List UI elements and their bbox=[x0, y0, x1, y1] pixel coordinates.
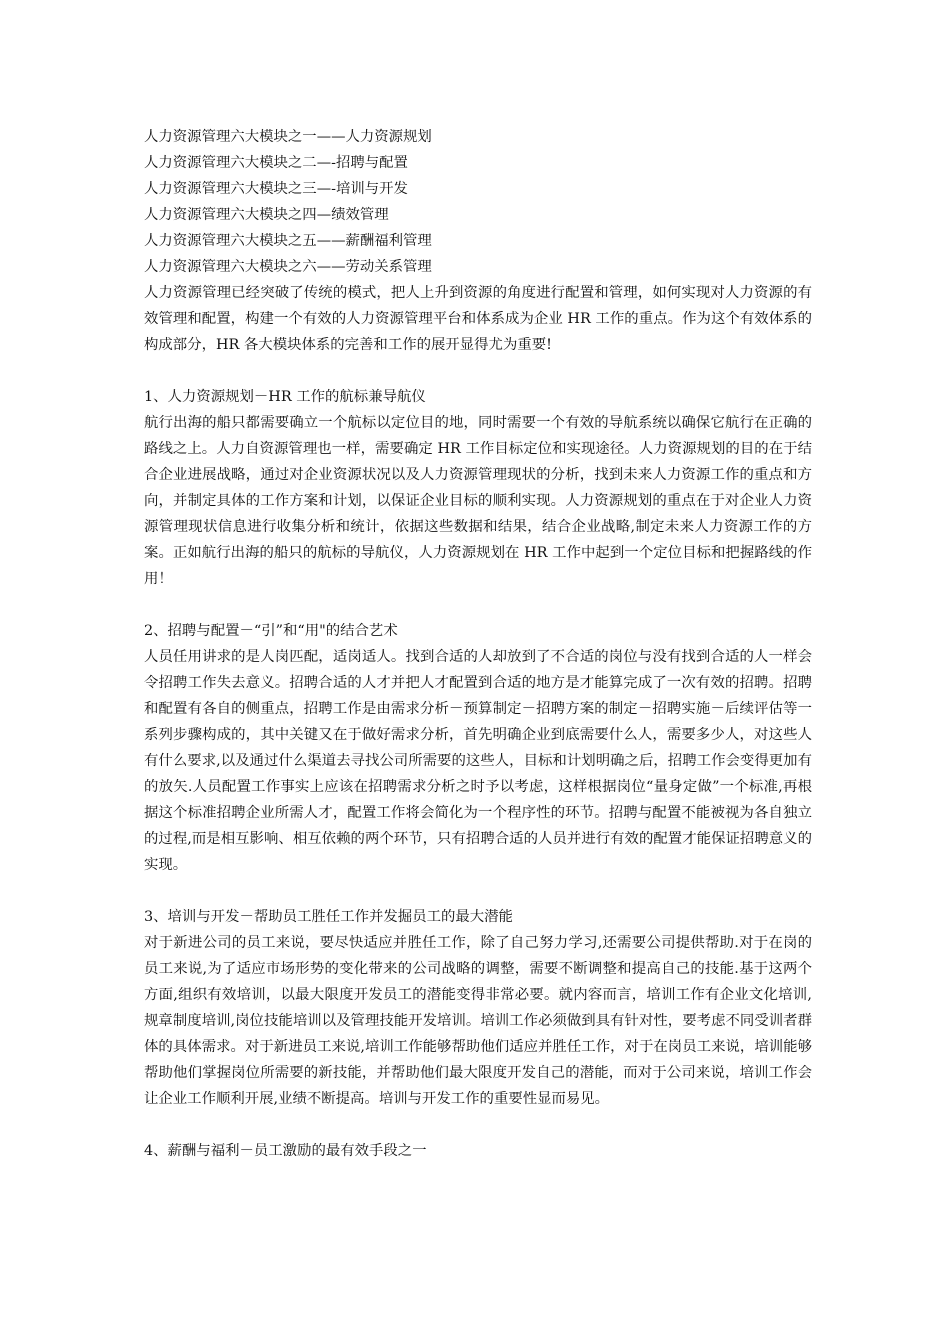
module-item: 人力资源管理六大模块之二—-招聘与配置 bbox=[144, 155, 408, 171]
section-body: 人员任用讲求的是人岗匹配，适岗适人。找到合适的人却放到了不合适的岗位与没有找到合适的人一样会令招聘工作失去意义。招聘合适的人才并把人才配置到合适的地方是才能算完成了一次有效的招聘。招聘和配置有各自的侧重点，招聘工作是由需求分析－预算制定－招聘方案的制定－招聘实施－后续评估等一系列步骤构成的，其中关键又在于做好需求分析，首先明确企业到底需要什么人，需要多少人，对这些人有什么要求,以及通过什么渠道去寻找公司所需要的这些人，目标和计划明确之后，招聘工作会变得更加有的放矢.人员配置工作事实上应该在招聘需求分析之时予以考虑，这样根据岗位“量身定做”一个标准,再根据这个标准招聘企业所需人才，配置工作将会简化为一个程序性的环节。招聘与配置不能被视为各自独立的过程,而是相互影响、相互依赖的两个环节，只有招聘合适的人员并进行有效的配置才能保证招聘意义的实现。 bbox=[144, 649, 812, 873]
section-hr-planning bbox=[144, 384, 812, 592]
section-title: 1、人力资源规划－HR 工作的航标兼导航仪 bbox=[144, 389, 426, 405]
module-item: 人力资源管理六大模块之四—绩效管理 bbox=[144, 207, 389, 223]
section-body: 航行出海的船只都需要确立一个航标以定位目的地，同时需要一个有效的导航系统以确保它航行在正确的路线之上。人力自资源管理也一样，需要确定 HR 工作目标定位和实现途径。人力资源规划的目的在于结合企业进展战略，通过对企业资源状况以及人力资源管理现状的分析，找到未来人力资源工作的重点和方向，并制定具体的工作方案和计划，以保证企业目标的顺利实现。人力资源规划的重点在于对企业人力资源管理现状信息进行收集分析和统计，依据这些数据和结果，结合企业战略,制定未来人力资源工作的方案。正如航行出海的船只的航标的导航仪，人力资源规划在 HR 工作中起到一个定位目标和把握路线的作用！ bbox=[144, 415, 812, 587]
module-item: 人力资源管理六大模块之六——劳动关系管理 bbox=[144, 259, 432, 275]
module-item: 人力资源管理六大模块之五——薪酬福利管理 bbox=[144, 233, 432, 249]
module-item: 人力资源管理六大模块之三—-培训与开发 bbox=[144, 181, 408, 197]
module-item: 人力资源管理六大模块之一——人力资源规划 bbox=[144, 129, 432, 145]
module-list bbox=[144, 124, 812, 280]
section-title: 4、薪酬与福利－员工激励的最有效手段之一 bbox=[144, 1143, 427, 1159]
document-page bbox=[144, 124, 812, 1164]
section-title: 2、招聘与配置－“引”和“用"的结合艺术 bbox=[144, 623, 398, 639]
section-title: 3、培训与开发－帮助员工胜任工作并发掘员工的最大潜能 bbox=[144, 909, 513, 925]
intro-paragraph: 人力资源管理已经突破了传统的模式，把人上升到资源的角度进行配置和管理，如何实现对人力资源的有效管理和配置，构建一个有效的人力资源管理平台和体系成为企业 HR 工作的重点。作为这个有效体系的构成部分，HR 各大模块体系的完善和工作的展开显得尤为重要! bbox=[144, 285, 812, 353]
section-training bbox=[144, 904, 812, 1112]
section-compensation bbox=[144, 1138, 812, 1164]
section-recruitment bbox=[144, 618, 812, 878]
section-body: 对于新进公司的员工来说，要尽快适应并胜任工作，除了自己努力学习,还需要公司提供帮助.对于在岗的员工来说,为了适应市场形势的变化带来的公司战略的调整，需要不断调整和提高自己的技能.基于这两个方面,组织有效培训，以最大限度开发员工的潜能变得非常必要。就内容而言，培训工作有企业文化培训,规章制度培训,岗位技能培训以及管理技能开发培训。培训工作必须做到具有针对性，要考虑不同受训者群体的具体需求。对于新进员工来说,培训工作能够帮助他们适应并胜任工作，对于在岗员工来说，培训能够帮助他们掌握岗位所需要的新技能，并帮助他们最大限度开发自己的潜能，而对于公司来说，培训工作会让企业工作顺利开展,业绩不断提高。培训与开发工作的重要性显而易见。 bbox=[144, 935, 812, 1107]
